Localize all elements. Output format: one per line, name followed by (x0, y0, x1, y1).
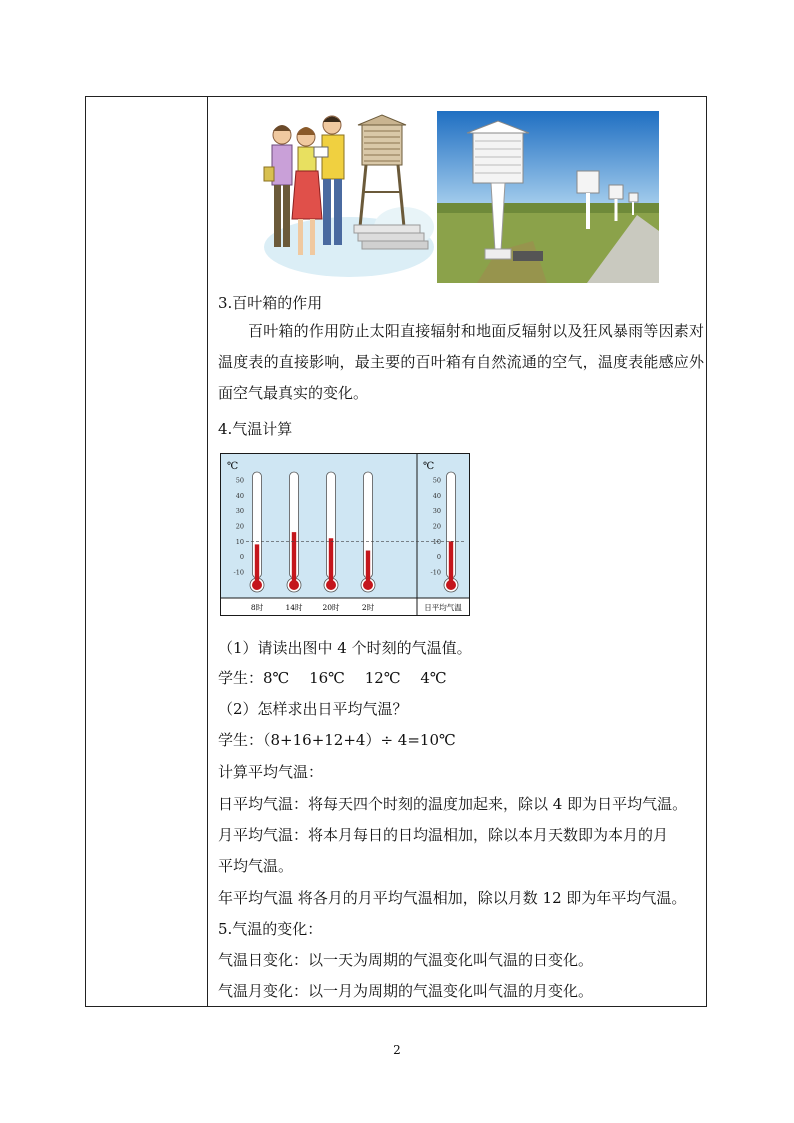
content-table (85, 96, 707, 1007)
mercury-column-avg (449, 541, 453, 585)
answer-1: 学生：8℃ 16℃ 12℃ 4℃ (218, 669, 447, 687)
unit-label-right: ℃ (423, 461, 435, 472)
section3-paragraph: 百叶箱的作用防止太阳直接辐射和地面反辐射以及狂风暴雨等因素对温度表的直接影响，最主要的百叶箱有自然流通的空气，温度表能感应外面空气最真实的变化。 (218, 322, 704, 402)
average-label: 日平均气温 (424, 603, 462, 612)
mercury-column-3 (366, 551, 370, 585)
daily-change-text: 气温日变化：以一天为周期的气温变化叫气温的日变化。 (218, 951, 594, 969)
tick-label-left-4: 10 (235, 537, 244, 546)
unit-label-left: ℃ (227, 461, 239, 472)
question-1: （1）请读出图中 4 个时刻的气温值。 (218, 639, 472, 657)
section5-heading: 5.气温的变化： (218, 920, 323, 938)
tick-label-left-2: 30 (235, 507, 244, 516)
tick-label-right-3: 20 (432, 522, 441, 531)
category-label-2: 20时 (322, 603, 340, 612)
weather-shelter-photo (437, 111, 659, 283)
yearly-average-text: 年平均气温 将各月的月平均气温相加，除以月数 12 即为年平均气温。 (218, 889, 687, 907)
tick-label-right-1: 40 (432, 491, 441, 500)
mercury-column-2 (329, 538, 333, 585)
tick-label-right-5: 0 (436, 553, 441, 562)
column-divider (207, 97, 208, 1006)
tick-label-right-4: 10 (432, 537, 441, 546)
monthly-average-text-cont: 平均气温。 (218, 857, 294, 875)
section3-heading: 3.百叶箱的作用 (218, 294, 323, 312)
tick-label-right-6: -10 (430, 568, 441, 577)
tick-label-right-2: 30 (432, 507, 441, 516)
tick-label-right-0: 50 (432, 476, 441, 485)
page-number: 2 (393, 1043, 401, 1057)
tick-label-left-3: 20 (235, 522, 244, 531)
category-label-1: 14时 (285, 603, 303, 612)
mercury-column-1 (292, 532, 296, 585)
category-label-0: 8时 (250, 603, 264, 612)
calc-heading: 计算平均气温： (218, 763, 324, 781)
category-label-3: 2时 (361, 603, 375, 612)
section4-heading: 4.气温计算 (218, 420, 293, 438)
tick-label-left-1: 40 (235, 491, 244, 500)
tick-label-left-5: 0 (239, 553, 244, 562)
mercury-column-0 (255, 544, 259, 585)
answer-2: 学生：（8+16+12+4）÷ 4=10℃ (218, 731, 456, 749)
tick-label-left-0: 50 (235, 476, 244, 485)
thermometer-chart (220, 453, 470, 616)
monthly-change-text: 气温月变化：以一月为周期的气温变化叫气温的月变化。 (218, 982, 594, 1000)
question-2: （2）怎样求出日平均气温？ (218, 700, 408, 718)
monthly-average-text: 月平均气温：将本月每日的日均温相加，除以本月天数即为本月的月 (218, 826, 669, 844)
tick-label-left-6: -10 (233, 568, 244, 577)
daily-average-text: 日平均气温：将每天四个时刻的温度加起来，除以 4 即为日平均气温。 (218, 795, 688, 813)
students-illustration (254, 107, 434, 280)
